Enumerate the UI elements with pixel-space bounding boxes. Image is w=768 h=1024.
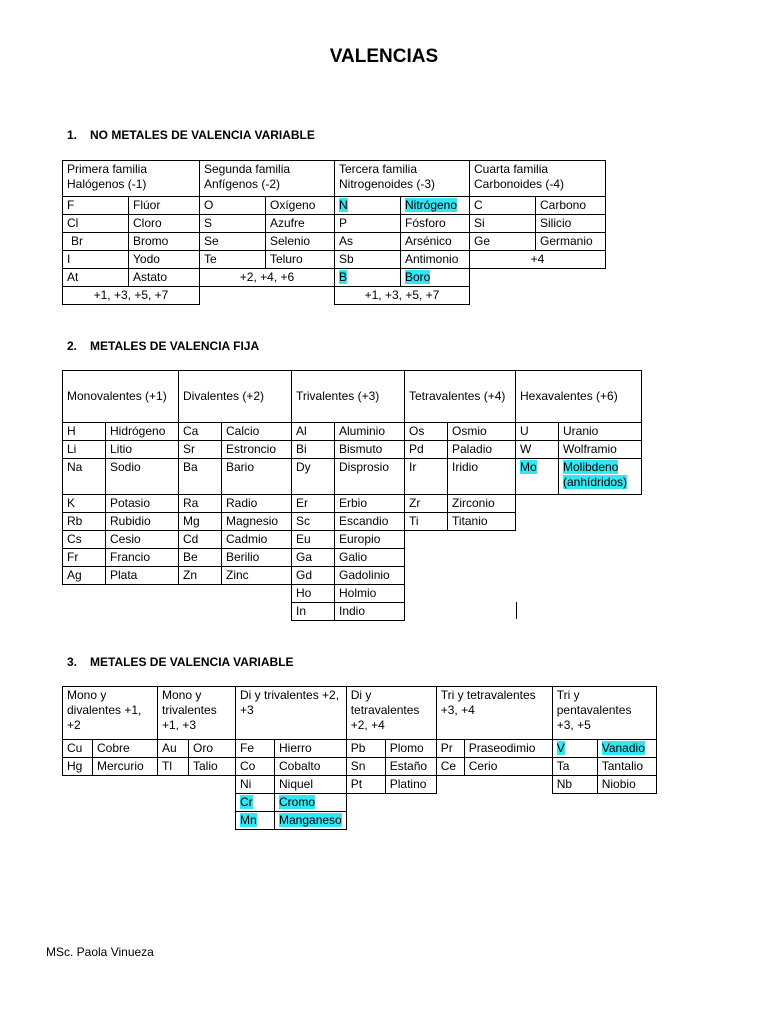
element-name: Flúor	[129, 197, 200, 215]
element-name: Mercurio	[93, 758, 158, 776]
column-header: Di y tetravalentes +2, +4	[346, 687, 436, 740]
element-name: Boro	[401, 269, 470, 287]
table-row	[63, 423, 642, 441]
element-symbol: Ir	[405, 459, 448, 495]
author-footer: MSc. Paola Vinueza	[46, 945, 154, 959]
table-row	[63, 197, 606, 215]
element-name: Berilio	[222, 549, 292, 567]
element-symbol: Si	[470, 215, 536, 233]
element-symbol: Zr	[405, 495, 448, 513]
element-name: Astato	[129, 269, 200, 287]
element-name: Titanio	[448, 513, 516, 531]
element-name: Manganeso	[275, 812, 347, 830]
element-symbol: Fe	[236, 740, 275, 758]
element-name: Talio	[189, 758, 236, 776]
text-cursor	[516, 602, 517, 619]
column-header: Monovalentes (+1)	[63, 371, 179, 423]
table-row	[63, 233, 606, 251]
element-name: Holmio	[335, 585, 405, 603]
element-name: Hierro	[275, 740, 347, 758]
page-title: VALENCIAS	[329, 46, 439, 67]
element-name: Bario	[222, 459, 292, 495]
element-symbol: H	[63, 423, 106, 441]
table-metales-variable	[62, 686, 657, 830]
element-name: Erbio	[335, 495, 405, 513]
element-symbol: Pb	[346, 740, 385, 758]
element-name: Bismuto	[335, 441, 405, 459]
element-name: Francio	[106, 549, 179, 567]
element-name: Cadmio	[222, 531, 292, 549]
element-name: Azufre	[266, 215, 335, 233]
element-symbol: Mo	[516, 459, 559, 495]
table-row	[63, 585, 642, 603]
element-name: Rubidio	[106, 513, 179, 531]
column-header: Divalentes (+2)	[179, 371, 292, 423]
element-symbol: W	[516, 441, 559, 459]
element-symbol: Eu	[292, 531, 335, 549]
element-name: Calcio	[222, 423, 292, 441]
element-name: Nitrógeno	[401, 197, 470, 215]
element-symbol: Sn	[346, 758, 385, 776]
element-name: Osmio	[448, 423, 516, 441]
element-symbol: B	[335, 269, 401, 287]
family-header: Primera familia Halógenos (-1)	[63, 161, 200, 197]
element-symbol: Pd	[405, 441, 448, 459]
table-row	[63, 794, 657, 812]
element-symbol: Co	[236, 758, 275, 776]
element-name: Galio	[335, 549, 405, 567]
element-symbol: Ti	[405, 513, 448, 531]
element-symbol: Te	[200, 251, 266, 269]
element-symbol: Cs	[63, 531, 106, 549]
table-row	[63, 513, 642, 531]
element-symbol: Dy	[292, 459, 335, 495]
family-header: Cuarta familia Carbonoides (-4)	[470, 161, 606, 197]
element-symbol: N	[335, 197, 401, 215]
element-name: Silicio	[536, 215, 606, 233]
element-name: Hidrógeno	[106, 423, 179, 441]
element-name: Carbono	[536, 197, 606, 215]
section-1-heading	[67, 128, 315, 142]
element-symbol: As	[335, 233, 401, 251]
table-row	[63, 603, 642, 621]
element-name: Gadolinio	[335, 567, 405, 585]
element-name: Plata	[106, 567, 179, 585]
table-row	[63, 758, 657, 776]
element-symbol: Cr	[236, 794, 275, 812]
element-name: Cerio	[464, 758, 552, 776]
element-name: Cromo	[275, 794, 347, 812]
section-2-heading	[67, 339, 259, 353]
element-symbol: K	[63, 495, 106, 513]
element-symbol: Ge	[470, 233, 536, 251]
element-name: Platino	[385, 776, 436, 794]
element-symbol: Li	[63, 441, 106, 459]
element-symbol: Ce	[436, 758, 464, 776]
element-symbol: Fr	[63, 549, 106, 567]
section-3-heading	[67, 655, 294, 669]
element-symbol: Br	[63, 233, 129, 251]
table-row	[63, 740, 657, 758]
element-name: Disprosio	[335, 459, 405, 495]
element-name: Cloro	[129, 215, 200, 233]
element-symbol: O	[200, 197, 266, 215]
element-symbol: In	[292, 603, 335, 621]
element-name: Praseodimio	[464, 740, 552, 758]
element-name: Magnesio	[222, 513, 292, 531]
table-row	[63, 251, 606, 269]
element-name: Litio	[106, 441, 179, 459]
element-name: Molibdeno (anhídridos)	[559, 459, 642, 495]
element-symbol: S	[200, 215, 266, 233]
section-3-number: 3.	[67, 655, 78, 669]
section-1-number: 1.	[67, 128, 78, 142]
element-symbol: Au	[158, 740, 189, 758]
element-symbol: Ca	[179, 423, 222, 441]
table-row	[63, 812, 657, 830]
section-3-heading-text: METALES DE VALENCIA VARIABLE	[90, 655, 294, 669]
table-row	[63, 459, 642, 495]
column-header: Mono y trivalentes +1, +3	[158, 687, 236, 740]
table-row	[63, 215, 606, 233]
family-header: Tercera familia Nitrogenoides (-3)	[335, 161, 470, 197]
element-name: Europio	[335, 531, 405, 549]
element-name: Arsénico	[401, 233, 470, 251]
table-row	[63, 269, 606, 287]
element-symbol: U	[516, 423, 559, 441]
element-symbol: Mg	[179, 513, 222, 531]
element-symbol: F	[63, 197, 129, 215]
element-name: Zinc	[222, 567, 292, 585]
valence-cell: +2, +4, +6	[200, 269, 335, 287]
element-name: Cesio	[106, 531, 179, 549]
section-2-number: 2.	[67, 339, 78, 353]
element-symbol: Tl	[158, 758, 189, 776]
table-row	[63, 567, 642, 585]
element-symbol: Cl	[63, 215, 129, 233]
element-symbol: V	[552, 740, 597, 758]
valence-cell: +4	[470, 251, 606, 269]
element-symbol: Ta	[552, 758, 597, 776]
element-name: Antimonio	[401, 251, 470, 269]
element-name: Germanio	[536, 233, 606, 251]
section-2-heading-text: METALES DE VALENCIA FIJA	[90, 339, 260, 353]
column-header: Tetravalentes (+4)	[405, 371, 516, 423]
section-1-heading-text: NO METALES DE VALENCIA VARIABLE	[90, 128, 315, 142]
element-symbol: Zn	[179, 567, 222, 585]
table-row	[63, 287, 606, 305]
element-symbol: Sr	[179, 441, 222, 459]
element-symbol: Be	[179, 549, 222, 567]
element-symbol: Al	[292, 423, 335, 441]
element-symbol: Ni	[236, 776, 275, 794]
element-symbol: Ag	[63, 567, 106, 585]
element-symbol: At	[63, 269, 129, 287]
element-symbol: Pt	[346, 776, 385, 794]
element-symbol: Se	[200, 233, 266, 251]
element-name: Escandio	[335, 513, 405, 531]
column-header: Di y trivalentes +2, +3	[236, 687, 347, 740]
element-symbol: Hg	[63, 758, 93, 776]
column-header: Tri y tetravalentes +3, +4	[436, 687, 552, 740]
valence-cell: +1, +3, +5, +7	[335, 287, 470, 305]
element-name: Iridio	[448, 459, 516, 495]
element-name: Teluro	[266, 251, 335, 269]
element-symbol: P	[335, 215, 401, 233]
element-name: Oro	[189, 740, 236, 758]
element-name: Wolframio	[559, 441, 642, 459]
element-name: Sodio	[106, 459, 179, 495]
element-name: Paladio	[448, 441, 516, 459]
table-metales-fija	[62, 370, 642, 621]
element-name: Oxígeno	[266, 197, 335, 215]
element-symbol: Er	[292, 495, 335, 513]
column-header: Hexavalentes (+6)	[516, 371, 642, 423]
element-name: Estaño	[385, 758, 436, 776]
element-name: Plomo	[385, 740, 436, 758]
table-row	[63, 495, 642, 513]
element-name: Uranio	[559, 423, 642, 441]
element-name: Radio	[222, 495, 292, 513]
element-name: Indio	[335, 603, 405, 621]
element-symbol: Ra	[179, 495, 222, 513]
column-header: Tri y pentavalentes +3, +5	[552, 687, 656, 740]
column-header: Trivalentes (+3)	[292, 371, 405, 423]
element-name: Tantalio	[597, 758, 656, 776]
table-row	[63, 549, 642, 567]
element-symbol: Ba	[179, 459, 222, 495]
table-row	[63, 531, 642, 549]
element-symbol: Na	[63, 459, 106, 495]
element-symbol: Bi	[292, 441, 335, 459]
element-name: Fósforo	[401, 215, 470, 233]
element-symbol: Gd	[292, 567, 335, 585]
element-name: Bromo	[129, 233, 200, 251]
table-row	[63, 776, 657, 794]
element-symbol: Rb	[63, 513, 106, 531]
element-name: Cobalto	[275, 758, 347, 776]
valence-cell: +1, +3, +5, +7	[63, 287, 200, 305]
element-name: Zirconio	[448, 495, 516, 513]
column-header: Mono y divalentes +1, +2	[63, 687, 158, 740]
element-symbol: Os	[405, 423, 448, 441]
table-row	[63, 441, 642, 459]
element-symbol: Ga	[292, 549, 335, 567]
element-symbol: I	[63, 251, 129, 269]
element-symbol: Ho	[292, 585, 335, 603]
element-name: Niobio	[597, 776, 656, 794]
element-name: Niquel	[275, 776, 347, 794]
element-name: Estroncio	[222, 441, 292, 459]
element-symbol: Cd	[179, 531, 222, 549]
element-symbol: Nb	[552, 776, 597, 794]
element-name: Potasio	[106, 495, 179, 513]
element-name: Cobre	[93, 740, 158, 758]
element-name: Selenio	[266, 233, 335, 251]
element-symbol: Pr	[436, 740, 464, 758]
element-symbol: Cu	[63, 740, 93, 758]
element-name: Vanadio	[597, 740, 656, 758]
element-symbol: Sb	[335, 251, 401, 269]
element-name: Yodo	[129, 251, 200, 269]
element-symbol: C	[470, 197, 536, 215]
element-symbol: Sc	[292, 513, 335, 531]
element-name: Aluminio	[335, 423, 405, 441]
family-header: Segunda familia Anfígenos (-2)	[200, 161, 335, 197]
element-symbol: Mn	[236, 812, 275, 830]
table-no-metales-variable	[62, 160, 606, 305]
